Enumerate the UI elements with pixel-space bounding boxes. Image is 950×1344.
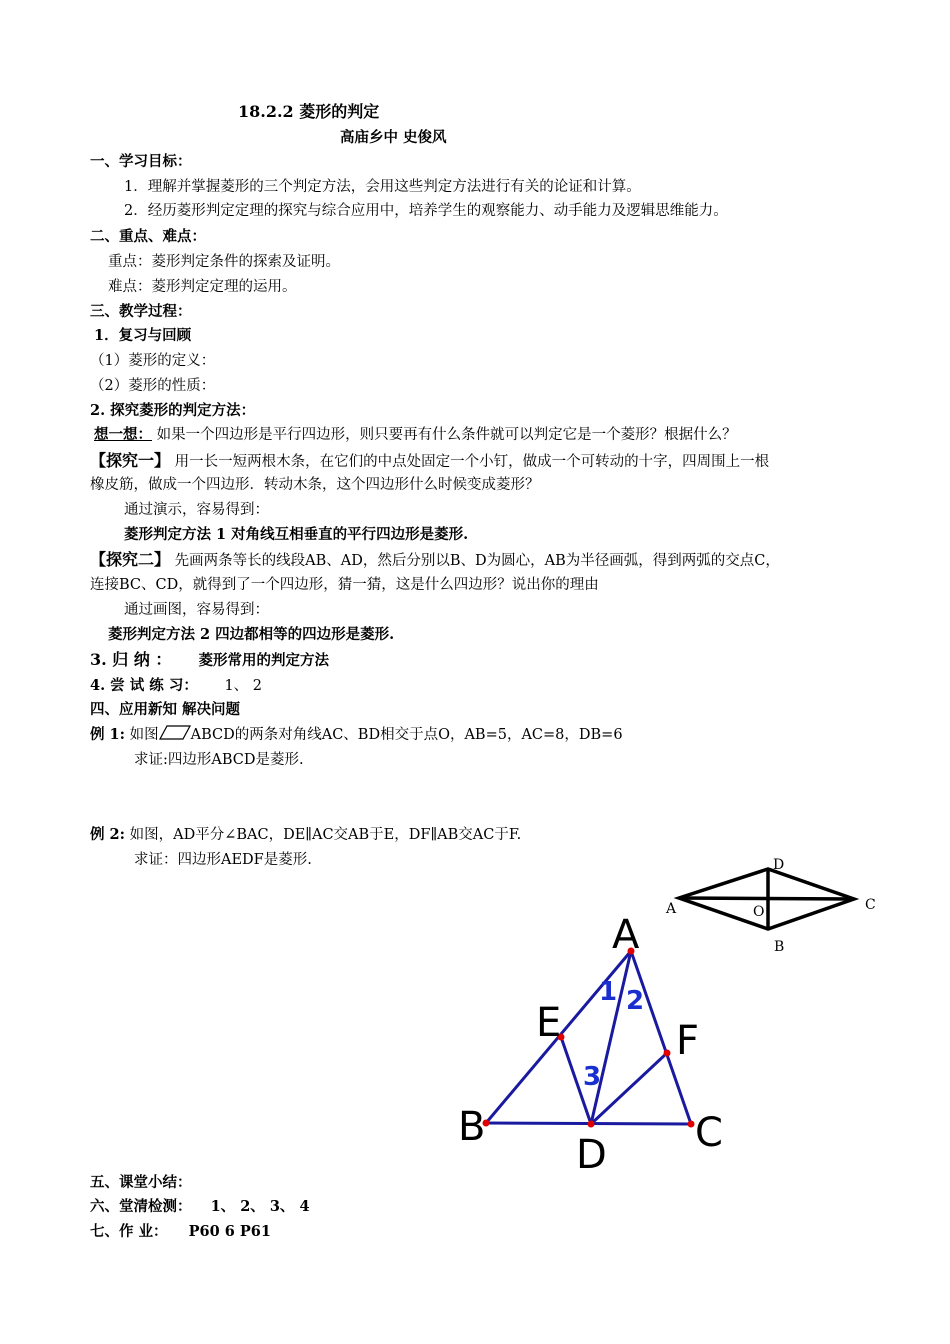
objective-1: 1．理解并掌握菱形的三个判定方法，会用这些判定方法进行有关的论证和计算。 [124,179,641,195]
page-title: 18.2.2 菱形的判定 [238,102,380,121]
section-4-heading: 四、应用新知 解决问题 [90,701,241,718]
label-a: A [666,901,677,917]
practice-line [90,676,262,696]
explore2-label: 【探究二】 [90,550,171,569]
example-1-text-a: 如图 [129,727,159,743]
think-line [94,425,737,445]
example-2-line [90,825,521,845]
label-a: A [612,912,640,958]
example-1-text-b: ABCD的两条对角线AC、BD相交于点O，AB=5，AC=8，DB=6 [190,727,623,743]
explore-heading: 2. 探究菱形的判定方法： [90,402,256,419]
label-f: F [676,1018,700,1064]
label-d: D [576,1132,607,1178]
angle-3-label: 3 [583,1062,602,1092]
explore2-text-a: 先画两条等长的线段AB、AD，然后分别以B、D为圆心，AB为半径画弧，得到两弧的交点C， [174,553,780,569]
section-7-text: P60 6 P61 [188,1223,271,1240]
angle-1-label: 1 [599,977,618,1007]
figure-triangle [440,900,760,1180]
think-label: 想一想： [94,426,152,443]
example-1-label: 例 1: [90,726,125,743]
label-c: C [865,897,876,913]
point-d [588,1121,595,1128]
section-2-heading: 二、重点、难点： [90,228,206,245]
label-e: E [536,1000,562,1046]
label-o: O [753,904,765,920]
draw-text: 通过画图，容易得到： [124,602,269,618]
summary-line [90,650,329,671]
explore2-line [90,550,780,571]
label-c: C [695,1110,723,1156]
explore1-text-a: 用一长一短两根木条，在它们的中点处固定一个小钉，做成一个可转动的十字，四周围上一根 [174,454,770,470]
label-b: B [774,939,785,955]
explore2-text-b: 连接BC、CD，就得到了一个四边形，猜一猜，这是什么四边形？说出你的理由 [90,577,599,593]
review-definition: （1）菱形的定义： [90,353,216,369]
example-2-text: 如图，AD平分∠BAC，DE∥AC交AB于E，DF∥AB交AC于F. [129,827,522,843]
section-1-heading: 一、学习目标： [90,153,192,170]
angle-2-label: 2 [626,986,645,1016]
objective-2: 2．经历菱形判定定理的探究与综合应用中，培养学生的观察能力、动手能力及逻辑思维能力。 [124,203,728,219]
section-6-text: 1、 2、 3、 4 [210,1198,310,1215]
parallelogram-icon [159,725,191,740]
explore1-label: 【探究一】 [90,451,171,470]
example-1-line [90,725,623,745]
section-6-line [90,1197,310,1217]
method-2: 菱形判定方法 2 四边都相等的四边形是菱形. [108,626,395,643]
section-7-line [90,1222,271,1242]
point-f [664,1050,671,1057]
think-text: 如果一个四边形是平行四边形，则只要再有什么条件就可以判定它是一个菱形？根据什么？ [156,427,737,443]
label-b: B [458,1104,486,1150]
section-7-heading: 七、作 业： [90,1223,168,1240]
summary-text: 菱形常用的判定方法 [198,652,329,669]
segment-df [591,1053,667,1124]
summary-label: 3. 归 纳 ： [90,650,172,669]
section-5-heading: 五、课堂小结： [90,1174,192,1191]
practice-text: 1、 2 [224,678,263,694]
method-1: 菱形判定方法 1 对角线互相垂直的平行四边形是菱形. [124,526,469,543]
section-3-heading: 三、教学过程： [90,303,192,320]
explore1-text-b: 橡皮筋，做成一个四边形．转动木条，这个四边形什么时候变成菱形？ [90,477,540,493]
key-point: 重点：菱形判定条件的探索及证明。 [108,254,340,270]
section-6-heading: 六、堂清检测： [90,1198,192,1215]
difficult-point: 难点：菱形判定定理的运用。 [108,279,297,295]
practice-label: 4. 尝 试 练 习： [90,677,198,694]
example-2-prove: 求证：四边形AEDF是菱形. [134,852,312,868]
example-2-label: 例 2: [90,826,125,843]
review-heading: 1．复习与回顾 [94,327,192,344]
explore1-line [90,451,769,472]
example-1-prove: 求证:四边形ABCD是菱形. [134,752,304,768]
point-c [688,1121,695,1128]
label-d: D [773,857,785,873]
review-properties: （2）菱形的性质： [90,378,216,394]
author: 高庙乡中 史俊风 [340,129,447,146]
demo-text: 通过演示，容易得到： [124,502,269,518]
